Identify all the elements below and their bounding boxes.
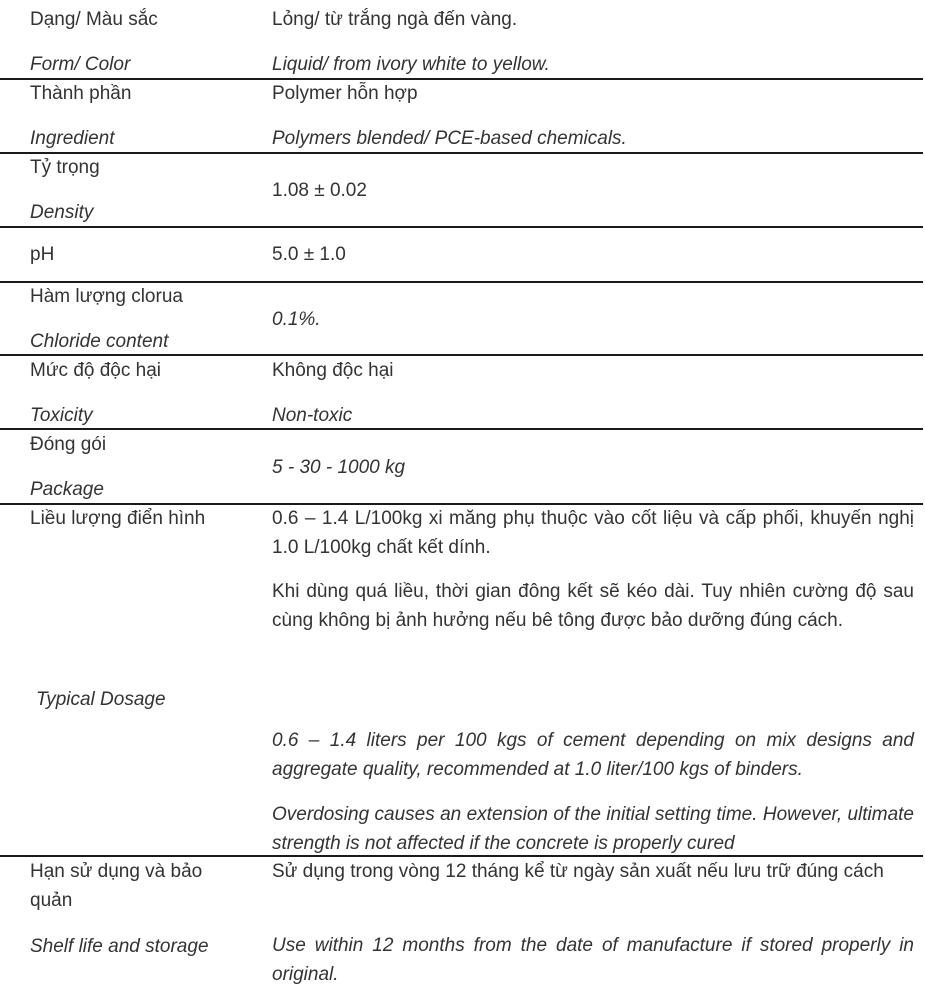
label-en: Typical Dosage xyxy=(36,689,166,710)
label-vi: pH xyxy=(30,244,55,265)
label-vi: Hàm lượng clorua xyxy=(30,286,183,307)
label-en: Toxicity xyxy=(30,405,93,426)
row-divider xyxy=(0,281,923,283)
label-vi: Thành phần xyxy=(30,83,132,104)
label-vi: Hạn sử dụng và bảo quản xyxy=(30,861,203,911)
value-en-paragraph: 0.6 – 1.4 liters per 100 kgs of cement depending on mix designs and aggregate quality, recommended at 1.0 liter/100 kgs of binders. xyxy=(272,730,914,780)
value-vi: Không độc hại xyxy=(272,360,394,381)
value-vi: Polymer hỗn hợp xyxy=(272,83,418,104)
value-vi-paragraph: Khi dùng quá liều, thời gian đông kết sẽ kéo dài. Tuy nhiên cường độ sau cùng không bị ảnh hưởng nếu bê tông được bảo dưỡng đúng cách. xyxy=(272,581,914,631)
value-vi-paragraph: 0.6 – 1.4 L/100kg xi măng phụ thuộc vào cốt liệu và cấp phối, khuyến nghị 1.0 L/100kg chất kết dính. xyxy=(272,508,914,558)
row-divider xyxy=(0,428,923,430)
value-vi-paragraph: Sử dụng trong vòng 12 tháng kể từ ngày sản xuất nếu lưu trữ đúng cách xyxy=(272,861,884,882)
value-en-paragraph: Use within 12 months from the date of manufacture if stored properly in original. xyxy=(272,935,914,985)
value: 5.0 ± 1.0 xyxy=(272,244,346,265)
label-en: Shelf life and storage xyxy=(30,936,209,957)
row-divider xyxy=(0,152,923,154)
label-en: Density xyxy=(30,202,94,223)
value-en-paragraph: Overdosing causes an extension of the initial setting time. However, ultimate strength is not affected if the concrete is properly cured xyxy=(272,804,914,854)
label-en: Package xyxy=(30,479,104,500)
label-en: Ingredient xyxy=(30,128,115,149)
label-vi: Liều lượng điển hình xyxy=(30,508,206,529)
label-en: Form/ Color xyxy=(30,54,131,75)
value-en: Polymers blended/ PCE-based chemicals. xyxy=(272,128,627,149)
value-en: Liquid/ from ivory white to yellow. xyxy=(272,54,550,75)
value-en: Non-toxic xyxy=(272,405,353,426)
label-vi: Đóng gói xyxy=(30,434,107,455)
label-vi: Tỷ trọng xyxy=(30,157,100,178)
row-divider xyxy=(0,78,923,80)
row-divider xyxy=(0,354,923,356)
value: 5 - 30 - 1000 kg xyxy=(272,457,406,478)
value: 1.08 ± 0.02 xyxy=(272,180,367,201)
label-vi: Dạng/ Màu sắc xyxy=(30,9,158,30)
row-divider xyxy=(0,226,923,228)
value: 0.1%. xyxy=(272,309,321,330)
label-en: Chloride content xyxy=(30,331,169,352)
label-vi: Mức độ độc hại xyxy=(30,360,162,381)
value-vi: Lỏng/ từ trắng ngà đến vàng. xyxy=(272,9,518,30)
